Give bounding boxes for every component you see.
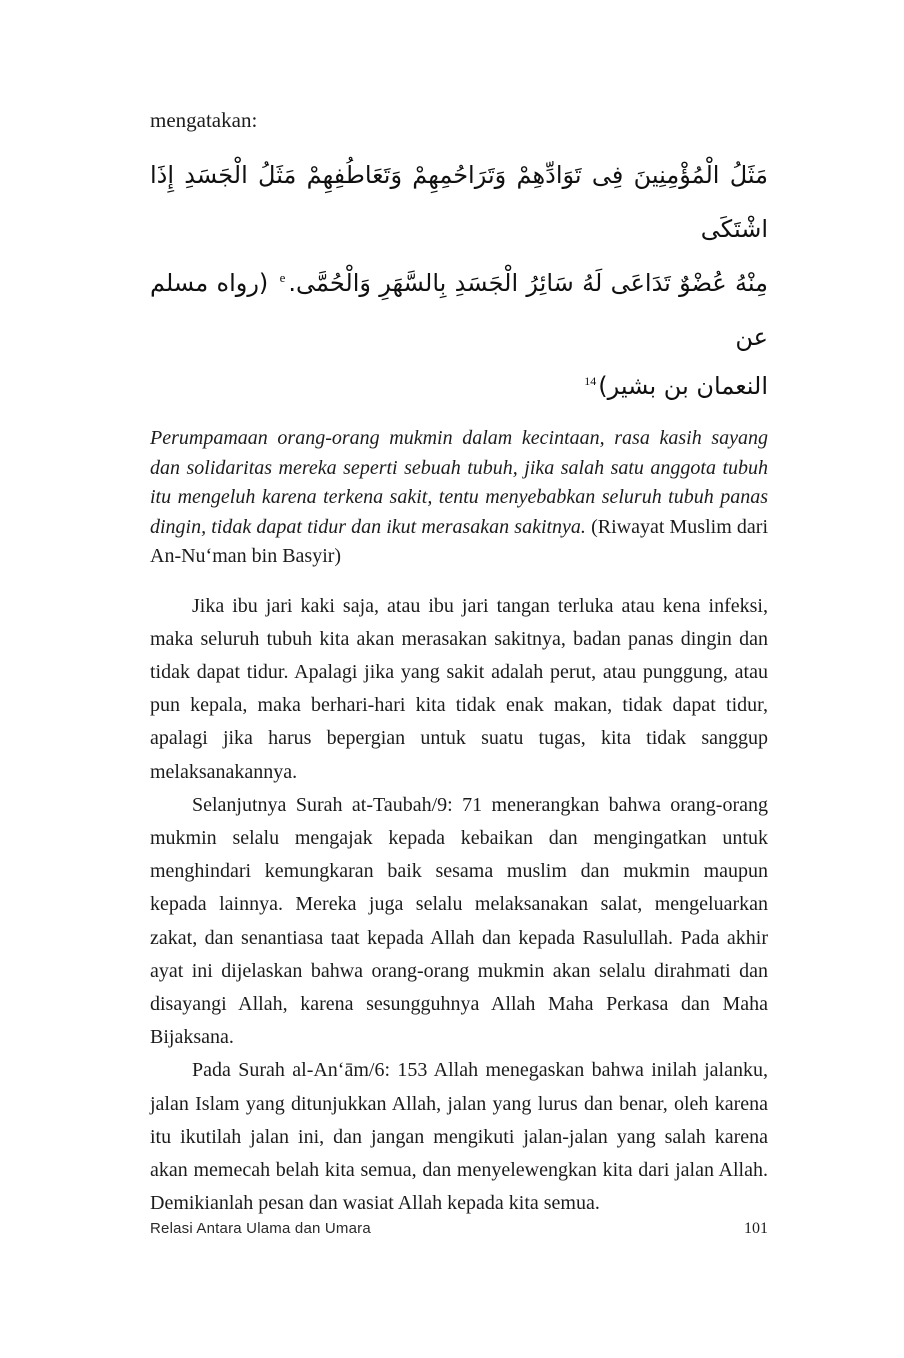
running-footer-title: Relasi Antara Ulama dan Umara [150, 1220, 371, 1237]
footnote-marker-14: 14 [584, 374, 597, 388]
arabic-line-2 [150, 256, 768, 364]
intro-line: mengatakan: [150, 108, 258, 132]
arabic-citation: النعمان بن بشير) [598, 372, 768, 400]
body-paragraph-1: Jika ibu jari kaki saja, atau ibu jari tangan terluka atau kena infeksi, maka seluruh tubuh kita akan merasakan sakitnya, badan panas dingin dan tidak dapat tidur. Apalagi jika yang sakit adalah perut, atau punggung, atau pun kepala, maka berhari-hari kita tidak enak makan, tidak dapat tidur, apalagi jika harus bepergian untuk suatu tugas, kita tidak sanggup melaksanakannya. [150, 594, 768, 783]
translation-italic-text: Perumpamaan orang-orang mukmin dalam kecintaan, rasa kasih sayang dan solidaritas mereka seperti sebuah tubuh, jika salah satu anggota tubuh itu mengeluh karena terkena sakit, tentu menyebabkan seluruh tubuh panas dingin, tidak dapat tidur dan ikut merasakan sakitnya. [150, 427, 768, 538]
body-paragraph-3: Pada Surah al-An‘ām/6: 153 Allah menegaskan bahwa inilah jalanku, jalan Islam yang ditunjukkan Allah, jalan yang lurus dan benar, oleh karena itu ikutilah jalan ini, dan jangan mengikuti jalan-jalan yang salah karena akan memecah belah kita semua, dan menyelewengkan kita dari jalan Allah. Demikianlah pesan dan wasiat Allah kepada kita semua. [150, 1059, 768, 1215]
arabic-line-1 [150, 148, 768, 256]
arabic-citation: (رواه مسلم عن [150, 269, 768, 351]
page-number: 101 [744, 1220, 768, 1237]
arabic-hadith-block [150, 148, 768, 408]
translation-attribution: (Riwayat Muslim dari An-Nu‘man bin Basyir) [150, 515, 768, 567]
footnote-marker-e: e [279, 270, 286, 285]
body-paragraph-2: Selanjutnya Surah at-Taubah/9: 71 menerangkan bahwa orang-orang mukmin selalu mengajak kepada kebaikan dan mengingatkan untuk menghindari kemungkaran baik sesama muslim dan mukmin maupun kepada lainnya. Mereka juga selalu melaksanakan salat, mengeluarkan zakat, dan senantiasa taat kepada Allah dan kepada Rasulullah. Pada akhir ayat ini dijelaskan bahwa orang-orang mukmin akan selalu dirahmati dan disayangi Allah, karena sesungguhnya Allah Maha Perkasa dan Maha Bijaksana. [150, 793, 768, 1049]
arabic-line-3 [150, 364, 768, 408]
arabic-text: مَثَلُ الْمُؤْمِنِينَ فِى تَوَادِّهِمْ وَتَرَاحُمِهِمْ وَتَعَاطُفِهِمْ مَثَلُ الْجَسَدِ إِذَا اشْتَكَى [150, 161, 768, 243]
page-footer [150, 1220, 768, 1238]
arabic-text: مِنْهُ عُضْوٌ تَدَاعَى لَهُ سَائِرُ الْجَسَدِ بِالسَّهَرِ وَالْحُمَّى. [288, 269, 768, 297]
hadith-translation [150, 424, 768, 572]
